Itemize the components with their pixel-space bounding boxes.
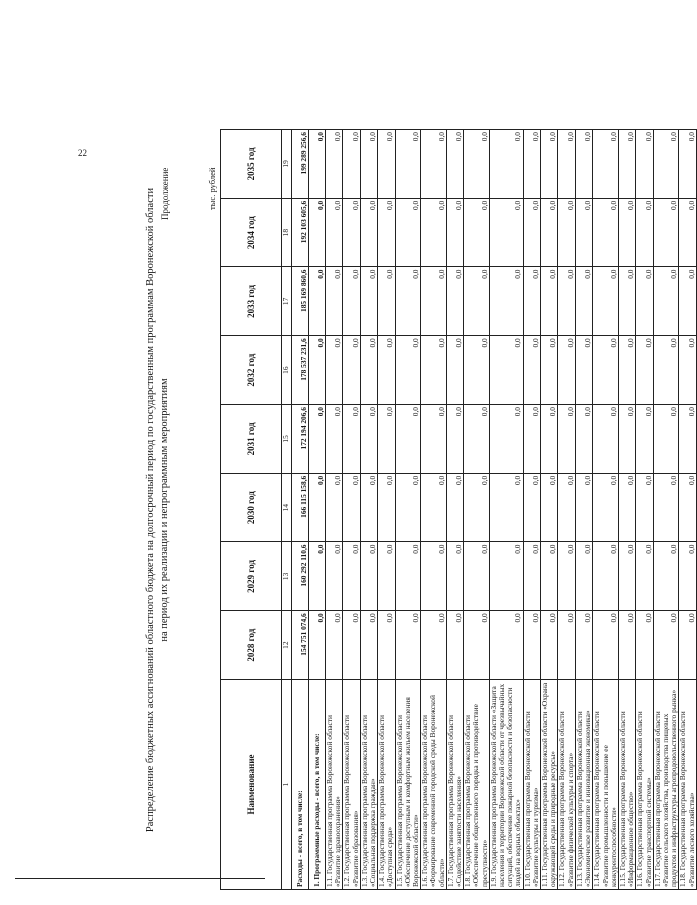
row-value: 0,0: [309, 267, 326, 336]
row-value: 0,0: [558, 198, 575, 267]
table-row: [523, 130, 540, 890]
row-value: 0,0: [618, 405, 635, 474]
row-value: 0,0: [378, 130, 395, 199]
row-value: 0,0: [464, 542, 490, 611]
row-value: 0,0: [618, 267, 635, 336]
footer-line: [15, 878, 265, 879]
row-value: 0,0: [541, 198, 558, 267]
row-value: 0,0: [395, 405, 421, 474]
column-number: 13: [282, 542, 292, 611]
table-body: [292, 130, 697, 890]
row-value: 0,0: [523, 405, 540, 474]
row-name: 1.5. Государственная программа Воронежской области «Обеспечение доступным и комфортным жильем населения Воронежской области»: [395, 680, 421, 890]
row-value: 0,0: [421, 267, 447, 336]
row-value: 0,0: [489, 611, 523, 680]
row-value: 0,0: [575, 267, 592, 336]
row-value: 0,0: [360, 336, 377, 405]
row-value: 0,0: [326, 542, 343, 611]
row-value: 0,0: [618, 473, 635, 542]
header-year: 2034 год: [221, 198, 282, 267]
row-name: 1.17. Государственная программа Воронежской области «Развитие сельского хозяйства, производства пищевых продуктов и инфраструктуры агропродовольственного рынка»: [653, 680, 679, 890]
row-value: 0,0: [523, 473, 540, 542]
table-row: [343, 130, 360, 890]
header-year: 2033 год: [221, 267, 282, 336]
row-value: 0,0: [343, 198, 360, 267]
row-name: 1.2. Государственная программа Воронежской области «Развитие образования»: [343, 680, 360, 890]
row-value: 0,0: [523, 130, 540, 199]
row-name: 1.10. Государственная программа Воронежской области «Развитие культуры и туризма»: [523, 680, 540, 890]
row-value: 0,0: [464, 336, 490, 405]
row-value: 0,0: [446, 405, 463, 474]
row-value: 0,0: [421, 611, 447, 680]
row-value: 0,0: [464, 473, 490, 542]
column-number: 16: [282, 336, 292, 405]
row-value: 0,0: [618, 130, 635, 199]
row-value: 0,0: [636, 198, 653, 267]
row-name: 1.18. Государственная программа Воронежской области «Развитие лесного хозяйства»: [679, 680, 696, 890]
row-value: 0,0: [636, 542, 653, 611]
row-value: 0,0: [541, 405, 558, 474]
row-value: 0,0: [395, 130, 421, 199]
table-row: [575, 130, 592, 890]
column-number: 17: [282, 267, 292, 336]
row-value: 0,0: [593, 130, 619, 199]
row-value: 0,0: [636, 130, 653, 199]
row-name: 1.6. Государственная программа Воронежской области «Формирование современной городской среды Воронежской области»: [421, 680, 447, 890]
row-value: 0,0: [489, 405, 523, 474]
row-value: 0,0: [309, 611, 326, 680]
row-value: 0,0: [593, 267, 619, 336]
row-value: 0,0: [446, 611, 463, 680]
table-row: [309, 130, 326, 890]
row-name: 1. Программные расходы - всего, в том числе:: [309, 680, 326, 890]
row-value: 154 751 074,6: [292, 611, 309, 680]
row-value: 0,0: [558, 267, 575, 336]
row-value: 0,0: [378, 405, 395, 474]
row-value: 0,0: [446, 198, 463, 267]
row-value: 0,0: [326, 473, 343, 542]
row-value: 0,0: [575, 336, 592, 405]
row-value: 0,0: [326, 267, 343, 336]
row-value: 0,0: [309, 542, 326, 611]
budget-table: [220, 129, 697, 890]
column-number: 1: [282, 680, 292, 890]
document-title: Распределение бюджетных ассигнований областного бюджета на долгосрочный период по государственным программам Воронежской области: [145, 187, 156, 833]
row-value: 0,0: [593, 611, 619, 680]
page-number: 22: [78, 148, 87, 158]
table-row: [653, 130, 679, 890]
header-year: 2031 год: [221, 405, 282, 474]
row-value: 0,0: [489, 336, 523, 405]
row-name: 1.16. Государственная программа Воронежской области «Развитие транспортной системы»: [636, 680, 653, 890]
row-value: 0,0: [618, 336, 635, 405]
row-value: 0,0: [523, 611, 540, 680]
table-row: [326, 130, 343, 890]
row-name: 1.7. Государственная программа Воронежской области «Содействие занятости населения»: [446, 680, 463, 890]
row-value: 0,0: [395, 198, 421, 267]
table-row: [679, 130, 696, 890]
row-value: 0,0: [360, 542, 377, 611]
row-name: 1.3. Государственная программа Воронежской области «Социальная поддержка граждан»: [360, 680, 377, 890]
row-value: 0,0: [636, 336, 653, 405]
row-value: 199 289 256,6: [292, 130, 309, 199]
column-number: 14: [282, 473, 292, 542]
row-value: 0,0: [618, 198, 635, 267]
row-value: 0,0: [636, 405, 653, 474]
row-value: 0,0: [523, 267, 540, 336]
row-value: 0,0: [558, 130, 575, 199]
column-number: 12: [282, 611, 292, 680]
row-value: 0,0: [395, 267, 421, 336]
row-value: 0,0: [446, 473, 463, 542]
row-value: 0,0: [378, 267, 395, 336]
row-value: 0,0: [593, 198, 619, 267]
row-value: 0,0: [343, 473, 360, 542]
row-value: 0,0: [679, 198, 696, 267]
row-name: Расходы - всего, в том числе:: [292, 680, 309, 890]
row-value: 0,0: [636, 611, 653, 680]
row-value: 0,0: [378, 611, 395, 680]
table-row: [593, 130, 619, 890]
row-value: 0,0: [326, 198, 343, 267]
row-name: 1.8. Государственная программа Воронежской области «Обеспечение общественного порядка и противодействие преступности»: [464, 680, 490, 890]
table-row: [395, 130, 421, 890]
row-value: 0,0: [309, 336, 326, 405]
row-value: 0,0: [679, 473, 696, 542]
row-value: 0,0: [326, 611, 343, 680]
row-value: 0,0: [523, 198, 540, 267]
units-label: тыс. рублей: [207, 167, 217, 210]
row-value: 0,0: [541, 336, 558, 405]
row-value: 0,0: [653, 611, 679, 680]
table-row: [292, 130, 309, 890]
row-value: 0,0: [558, 611, 575, 680]
row-value: 0,0: [558, 542, 575, 611]
row-value: 0,0: [343, 405, 360, 474]
row-value: 0,0: [523, 542, 540, 611]
header-year: 2035 год: [221, 130, 282, 199]
row-value: 178 537 231,6: [292, 336, 309, 405]
row-value: 0,0: [653, 473, 679, 542]
row-value: 0,0: [378, 198, 395, 267]
row-value: 0,0: [421, 542, 447, 611]
row-value: 0,0: [378, 542, 395, 611]
row-value: 0,0: [618, 542, 635, 611]
row-value: 0,0: [679, 267, 696, 336]
row-value: 0,0: [575, 198, 592, 267]
row-value: 0,0: [464, 198, 490, 267]
row-value: 192 103 605,6: [292, 198, 309, 267]
row-value: 0,0: [558, 405, 575, 474]
row-value: 0,0: [343, 611, 360, 680]
row-value: 172 194 206,6: [292, 405, 309, 474]
row-value: 0,0: [653, 405, 679, 474]
row-value: 0,0: [421, 336, 447, 405]
row-value: 166 115 158,6: [292, 473, 309, 542]
row-value: 0,0: [558, 336, 575, 405]
column-number-row: [282, 130, 292, 890]
row-value: 0,0: [326, 405, 343, 474]
row-value: 0,0: [326, 336, 343, 405]
row-value: 0,0: [360, 405, 377, 474]
row-value: 0,0: [309, 473, 326, 542]
row-value: 0,0: [523, 336, 540, 405]
header-year: 2028 год: [221, 611, 282, 680]
row-value: 0,0: [360, 198, 377, 267]
row-value: 0,0: [360, 473, 377, 542]
row-value: 0,0: [541, 130, 558, 199]
table-row: [446, 130, 463, 890]
column-number: 18: [282, 198, 292, 267]
table-header-row: [221, 130, 282, 890]
row-value: 0,0: [653, 542, 679, 611]
row-value: 0,0: [575, 542, 592, 611]
row-name: 1.11. Государственная программа Воронежской области «Охрана окружающей среды и природные ресурсы»: [541, 680, 558, 890]
row-value: 0,0: [618, 611, 635, 680]
row-value: 0,0: [679, 130, 696, 199]
row-value: 0,0: [593, 473, 619, 542]
row-value: 0,0: [446, 267, 463, 336]
row-value: 0,0: [309, 198, 326, 267]
row-value: 0,0: [541, 267, 558, 336]
row-name: 1.1. Государственная программа Воронежской области «Развитие здравоохранения»: [326, 680, 343, 890]
row-value: 0,0: [343, 130, 360, 199]
row-value: 0,0: [464, 130, 490, 199]
table-row: [541, 130, 558, 890]
row-value: 0,0: [464, 611, 490, 680]
row-value: 0,0: [541, 542, 558, 611]
row-value: 0,0: [575, 611, 592, 680]
row-value: 0,0: [395, 611, 421, 680]
row-value: 0,0: [593, 336, 619, 405]
row-value: 0,0: [378, 473, 395, 542]
row-value: 0,0: [343, 267, 360, 336]
row-name: 1.9. Государственная программа Воронежской области «Защита населения и территории Воронежской области от чрезвычайных ситуаций, обеспечение пожарной безопасности и безопасности людей на водных объектах»: [489, 680, 523, 890]
table-row: [636, 130, 653, 890]
table-row: [558, 130, 575, 890]
column-number: 19: [282, 130, 292, 199]
row-value: 0,0: [653, 130, 679, 199]
row-value: 0,0: [395, 473, 421, 542]
row-value: 0,0: [421, 473, 447, 542]
row-value: 0,0: [378, 336, 395, 405]
row-value: 0,0: [679, 611, 696, 680]
table-row: [378, 130, 395, 890]
appendix-label: Продолжение: [160, 167, 170, 220]
row-value: 0,0: [309, 405, 326, 474]
row-value: 0,0: [395, 542, 421, 611]
rotated-landscape-content: [125, 130, 696, 890]
row-value: 0,0: [309, 130, 326, 199]
row-value: 0,0: [653, 336, 679, 405]
row-name: 1.14. Государственная программа Воронежской области «Развитие промышленности и повышение ее конкурентоспособности»: [593, 680, 619, 890]
row-value: 0,0: [679, 336, 696, 405]
table-row: [489, 130, 523, 890]
row-value: 0,0: [653, 198, 679, 267]
table-row: [360, 130, 377, 890]
row-value: 0,0: [558, 473, 575, 542]
row-value: 160 292 110,6: [292, 542, 309, 611]
row-value: 0,0: [593, 405, 619, 474]
row-value: 0,0: [679, 405, 696, 474]
row-value: 0,0: [360, 611, 377, 680]
table-row: [421, 130, 447, 890]
row-value: 0,0: [446, 542, 463, 611]
header-name: Наименование: [221, 680, 282, 890]
row-value: 0,0: [489, 542, 523, 611]
row-value: 185 169 860,6: [292, 267, 309, 336]
row-value: 0,0: [360, 130, 377, 199]
row-value: 0,0: [446, 130, 463, 199]
row-value: 0,0: [575, 473, 592, 542]
row-value: 0,0: [636, 473, 653, 542]
header-year: 2029 год: [221, 542, 282, 611]
row-value: 0,0: [653, 267, 679, 336]
row-value: 0,0: [541, 611, 558, 680]
row-value: 0,0: [489, 473, 523, 542]
row-value: 0,0: [421, 130, 447, 199]
row-value: 0,0: [326, 130, 343, 199]
row-value: 0,0: [541, 473, 558, 542]
row-value: 0,0: [395, 336, 421, 405]
header-year: 2032 год: [221, 336, 282, 405]
row-value: 0,0: [464, 405, 490, 474]
row-value: 0,0: [360, 267, 377, 336]
row-value: 0,0: [343, 336, 360, 405]
row-value: 0,0: [575, 405, 592, 474]
table-row: [618, 130, 635, 890]
document-subtitle: на период их реализации и непрограммным мероприятиям: [159, 378, 170, 642]
row-name: 1.13. Государственная программа Воронежской области «Экономическое развитие и инновационная экономика»: [575, 680, 592, 890]
column-number: 15: [282, 405, 292, 474]
row-value: 0,0: [575, 130, 592, 199]
row-value: 0,0: [489, 267, 523, 336]
row-name: 1.4. Государственная программа Воронежской области «Доступная среда»: [378, 680, 395, 890]
row-value: 0,0: [464, 267, 490, 336]
row-value: 0,0: [421, 198, 447, 267]
row-value: 0,0: [679, 542, 696, 611]
row-value: 0,0: [636, 267, 653, 336]
row-value: 0,0: [446, 336, 463, 405]
row-value: 0,0: [489, 198, 523, 267]
row-name: 1.15. Государственная программа Воронежской области «Информационное общество»: [618, 680, 635, 890]
row-value: 0,0: [489, 130, 523, 199]
row-value: 0,0: [593, 542, 619, 611]
row-name: 1.12. Государственная программа Воронежской области «Развитие физической культуры и спорта»: [558, 680, 575, 890]
table-row: [464, 130, 490, 890]
row-value: 0,0: [421, 405, 447, 474]
row-value: 0,0: [343, 542, 360, 611]
header-year: 2030 год: [221, 473, 282, 542]
